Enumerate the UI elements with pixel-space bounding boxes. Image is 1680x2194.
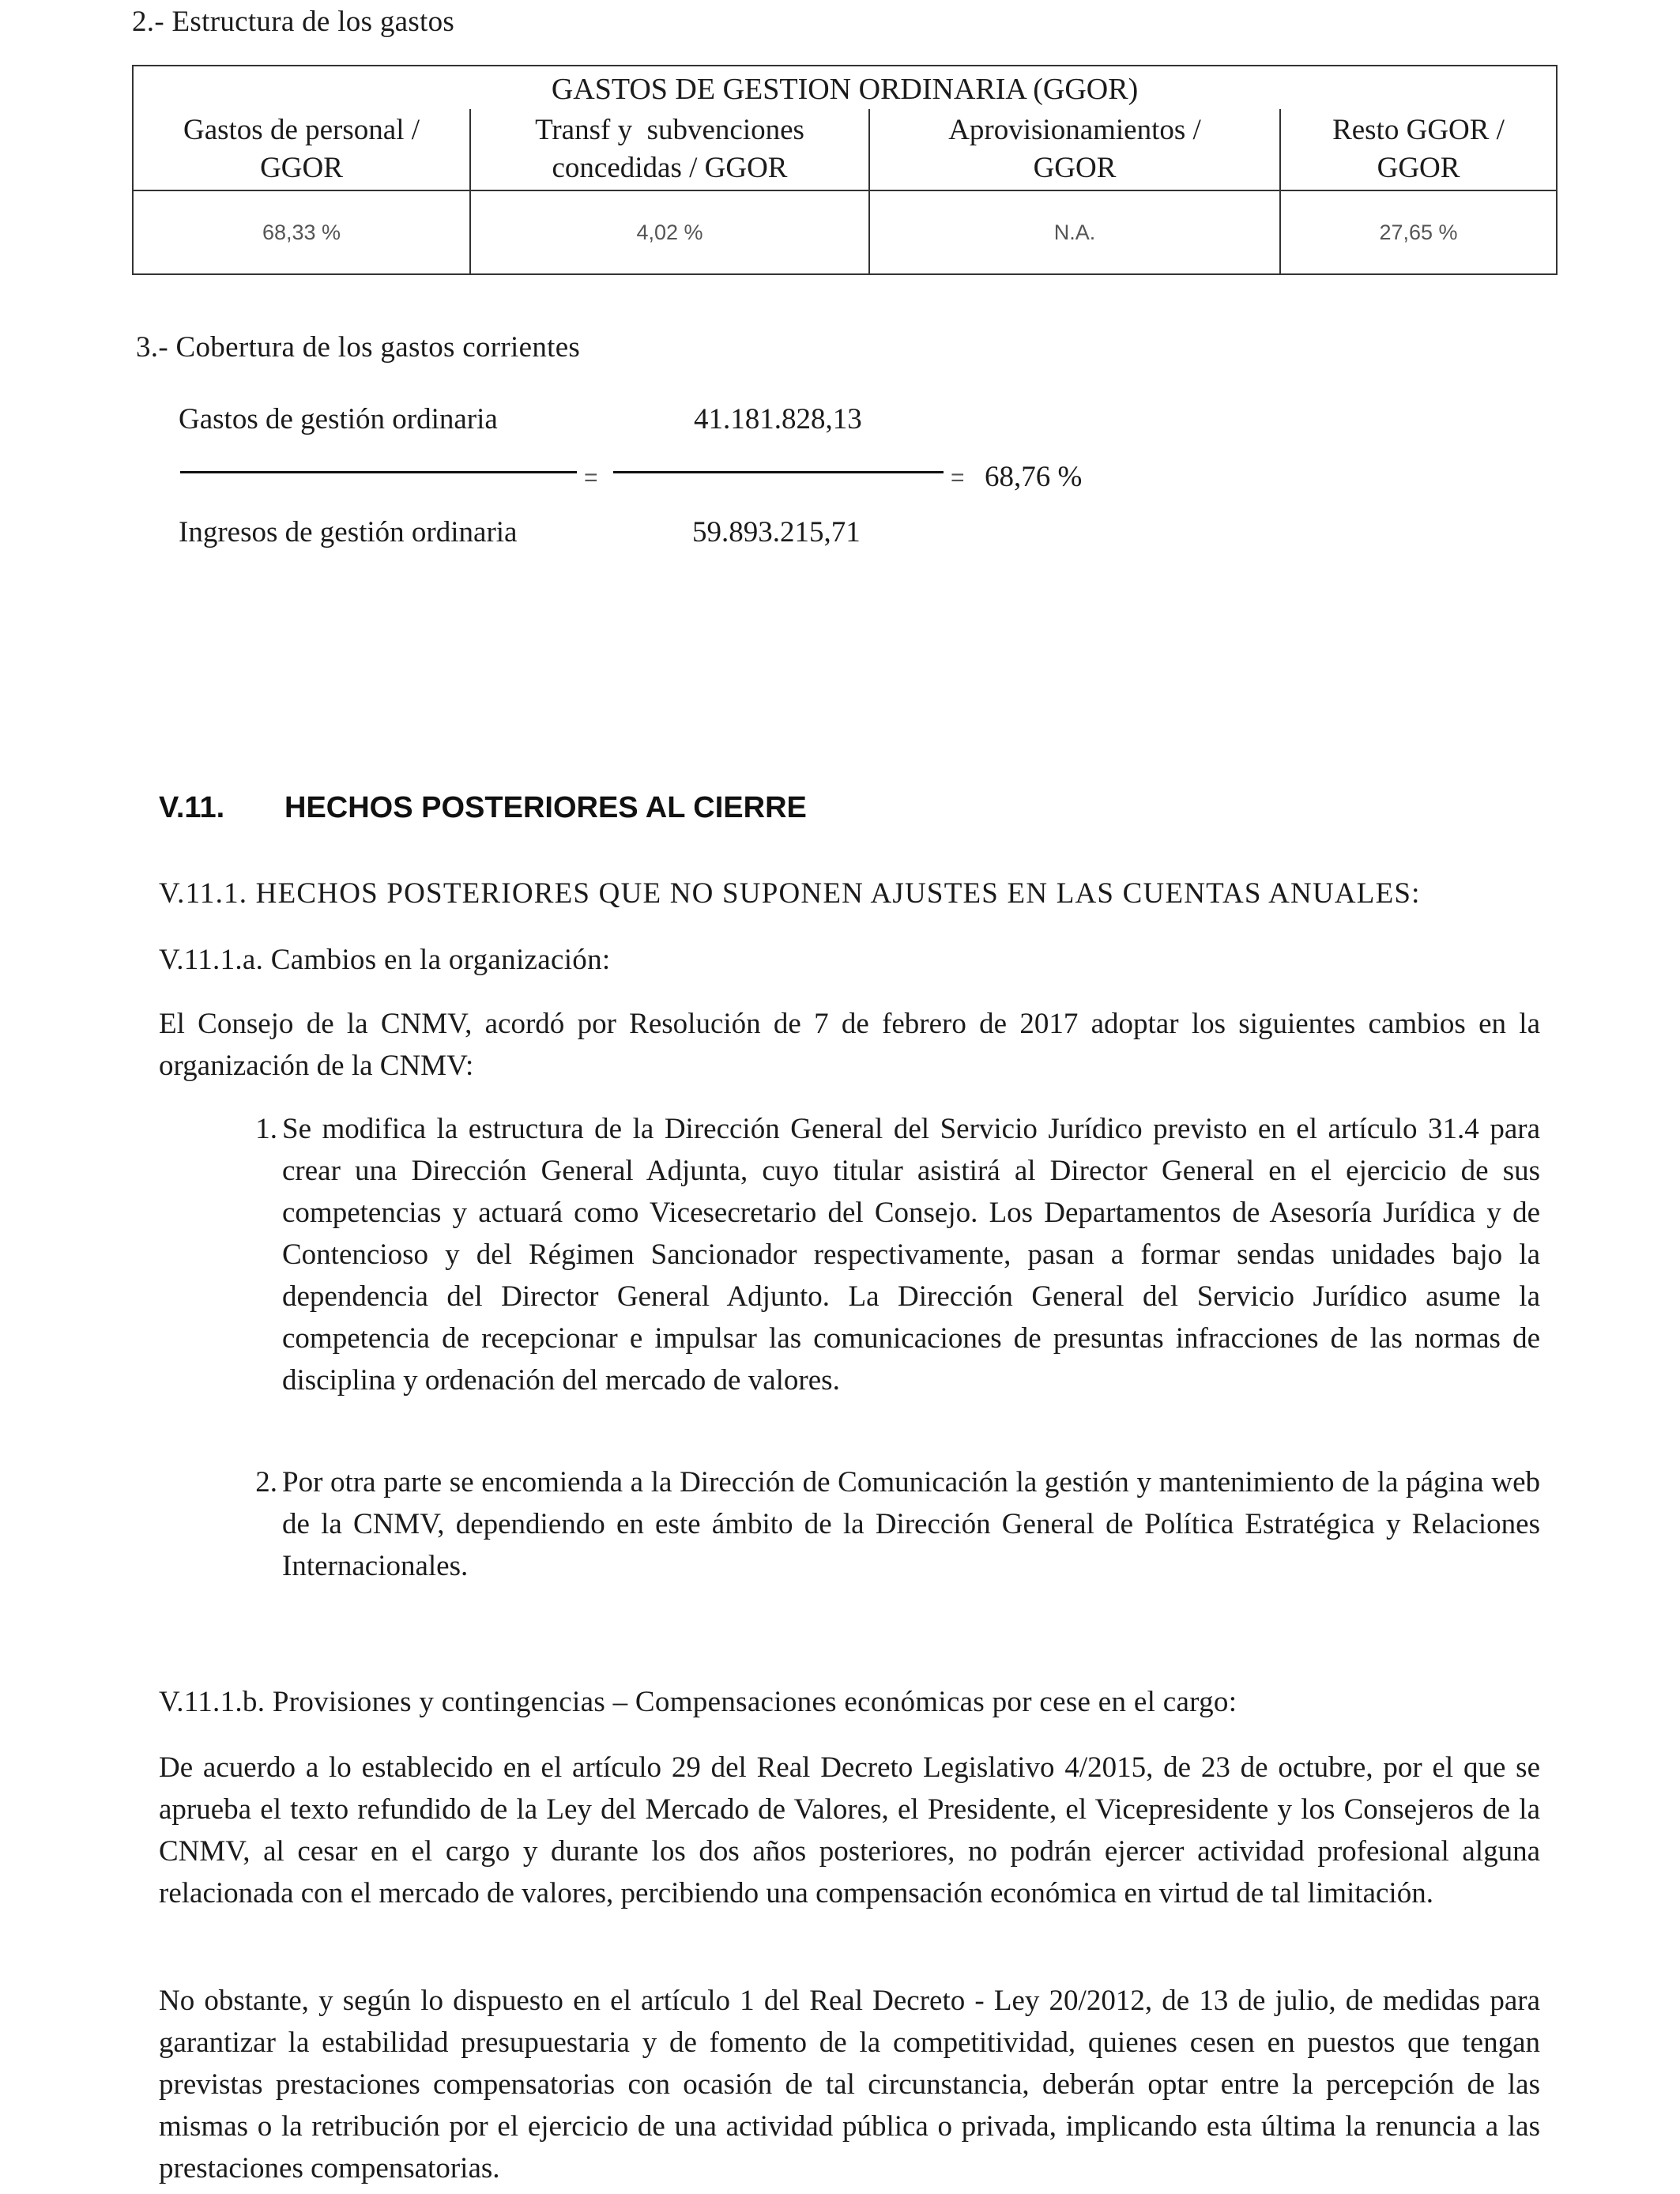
- column-header-transfers: Transf y subvenciones concedidas / GGOR: [470, 109, 869, 190]
- subsection-v11-1a: V.11.1.a. Cambios en la organización:: [159, 944, 611, 976]
- intro-paragraph: El Consejo de la CNMV, acordó por Resolución de 7 de febrero de 2017 adoptar los siguientes cambios en la organización de la CNMV:: [159, 1008, 1540, 1082]
- list-item-number: 2.: [255, 1466, 277, 1498]
- subsection-v11-1b: V.11.1.b. Provisiones y contingencias – Compensaciones económicas por cese en el cargo:: [159, 1686, 1237, 1718]
- paragraph-compensation: De acuerdo a lo establecido en el artículo 29 del Real Decreto Legislativo 4/2015, de 23 de octubre, por el que se aprueba el texto refundido de la Ley del Mercado de Valores, el Presidente, el Vicepresidente y los Consejeros de la CNMV, al cesar en el cargo y durante los dos años posteriores, no podrán ejercer actividad profesional alguna relacionada con el mercado de valores, percibiendo una compensación económica en virtud de tal limitación.: [159, 1751, 1540, 1909]
- equals-sign-2: =: [951, 465, 965, 491]
- section-3-heading: 3.- Cobertura de los gastos corrientes: [136, 331, 581, 364]
- column-header-rest: Resto GGOR / GGOR: [1280, 109, 1557, 190]
- list-item-number: 1.: [255, 1113, 277, 1145]
- list-item: [239, 1461, 1540, 1587]
- value-personal: 68,33 %: [133, 190, 470, 274]
- subsection-v11-1: V.11.1. HECHOS POSTERIORES QUE NO SUPONEN AJUSTES EN LAS CUENTAS ANUALES:: [159, 877, 1421, 910]
- list-item: [239, 1108, 1540, 1401]
- list-item-text: Se modifica la estructura de la Dirección General del Servicio Jurídico previsto en el artículo 31.4 para crear una Dirección General Adjunta, cuyo titular asistirá al Director General en el ejercicio de sus competencias y actuará como Vicesecretario del Consejo. Los Departamentos de Asesoría Jurídica y de Contencioso y del Régimen Sancionador respectivamente, pasan a formar sendas unidades bajo la dependencia del Director General Adjunto. La Dirección General del Servicio Jurídico asume la competencia de recepcionar e impulsar las comunicaciones de presuntas infracciones de las normas de disciplina y ordenación del mercado de valores.: [282, 1113, 1540, 1397]
- denominator-label: Ingresos de gestión ordinaria: [179, 516, 518, 548]
- coverage-result: 68,76 %: [985, 461, 1083, 493]
- value-supplies: N.A.: [869, 190, 1280, 274]
- column-header-supplies: Aprovisionamientos / GGOR: [869, 109, 1280, 190]
- table-row: [133, 190, 1557, 274]
- value-transfers: 4,02 %: [470, 190, 869, 274]
- section-number: V.11.: [159, 791, 225, 824]
- table-title: GASTOS DE GESTION ORDINARIA (GGOR): [133, 66, 1557, 109]
- paragraph-incompatibility: No obstante, y según lo dispuesto en el artículo 1 del Real Decreto - Ley 20/2012, de 13 de julio, de medidas para garantizar la estabilidad presupuestaria y de fomento de la competitividad, quienes cesen en puestos que tengan previstas prestaciones compensatorias con ocasión de tal circunstancia, deberán optar entre la percepción de las mismas o la retribución por el ejercicio de una actividad pública o privada, implicando esta última la renuncia a las prestaciones compensatorias.: [159, 1985, 1540, 2185]
- denominator-value: 59.893.215,71: [692, 516, 861, 548]
- list-item-text: Por otra parte se encomienda a la Dirección de Comunicación la gestión y mantenimiento de la página web de la CNMV, dependiendo en este ámbito de la Dirección General de Política Estratégica y Relaciones Internacionales.: [282, 1466, 1540, 1582]
- ggor-structure-table: [132, 65, 1558, 275]
- numerator-label: Gastos de gestión ordinaria: [179, 403, 498, 435]
- value-rest: 27,65 %: [1280, 190, 1557, 274]
- column-header-personal: Gastos de personal / GGOR: [133, 109, 470, 190]
- fraction-line-right: [613, 471, 944, 473]
- numerator-value: 41.181.828,13: [694, 403, 862, 435]
- section-2-heading: 2.- Estructura de los gastos: [132, 6, 455, 38]
- equals-sign-1: =: [584, 465, 598, 491]
- section-title: HECHOS POSTERIORES AL CIERRE: [284, 791, 807, 824]
- fraction-line-left: [180, 471, 577, 473]
